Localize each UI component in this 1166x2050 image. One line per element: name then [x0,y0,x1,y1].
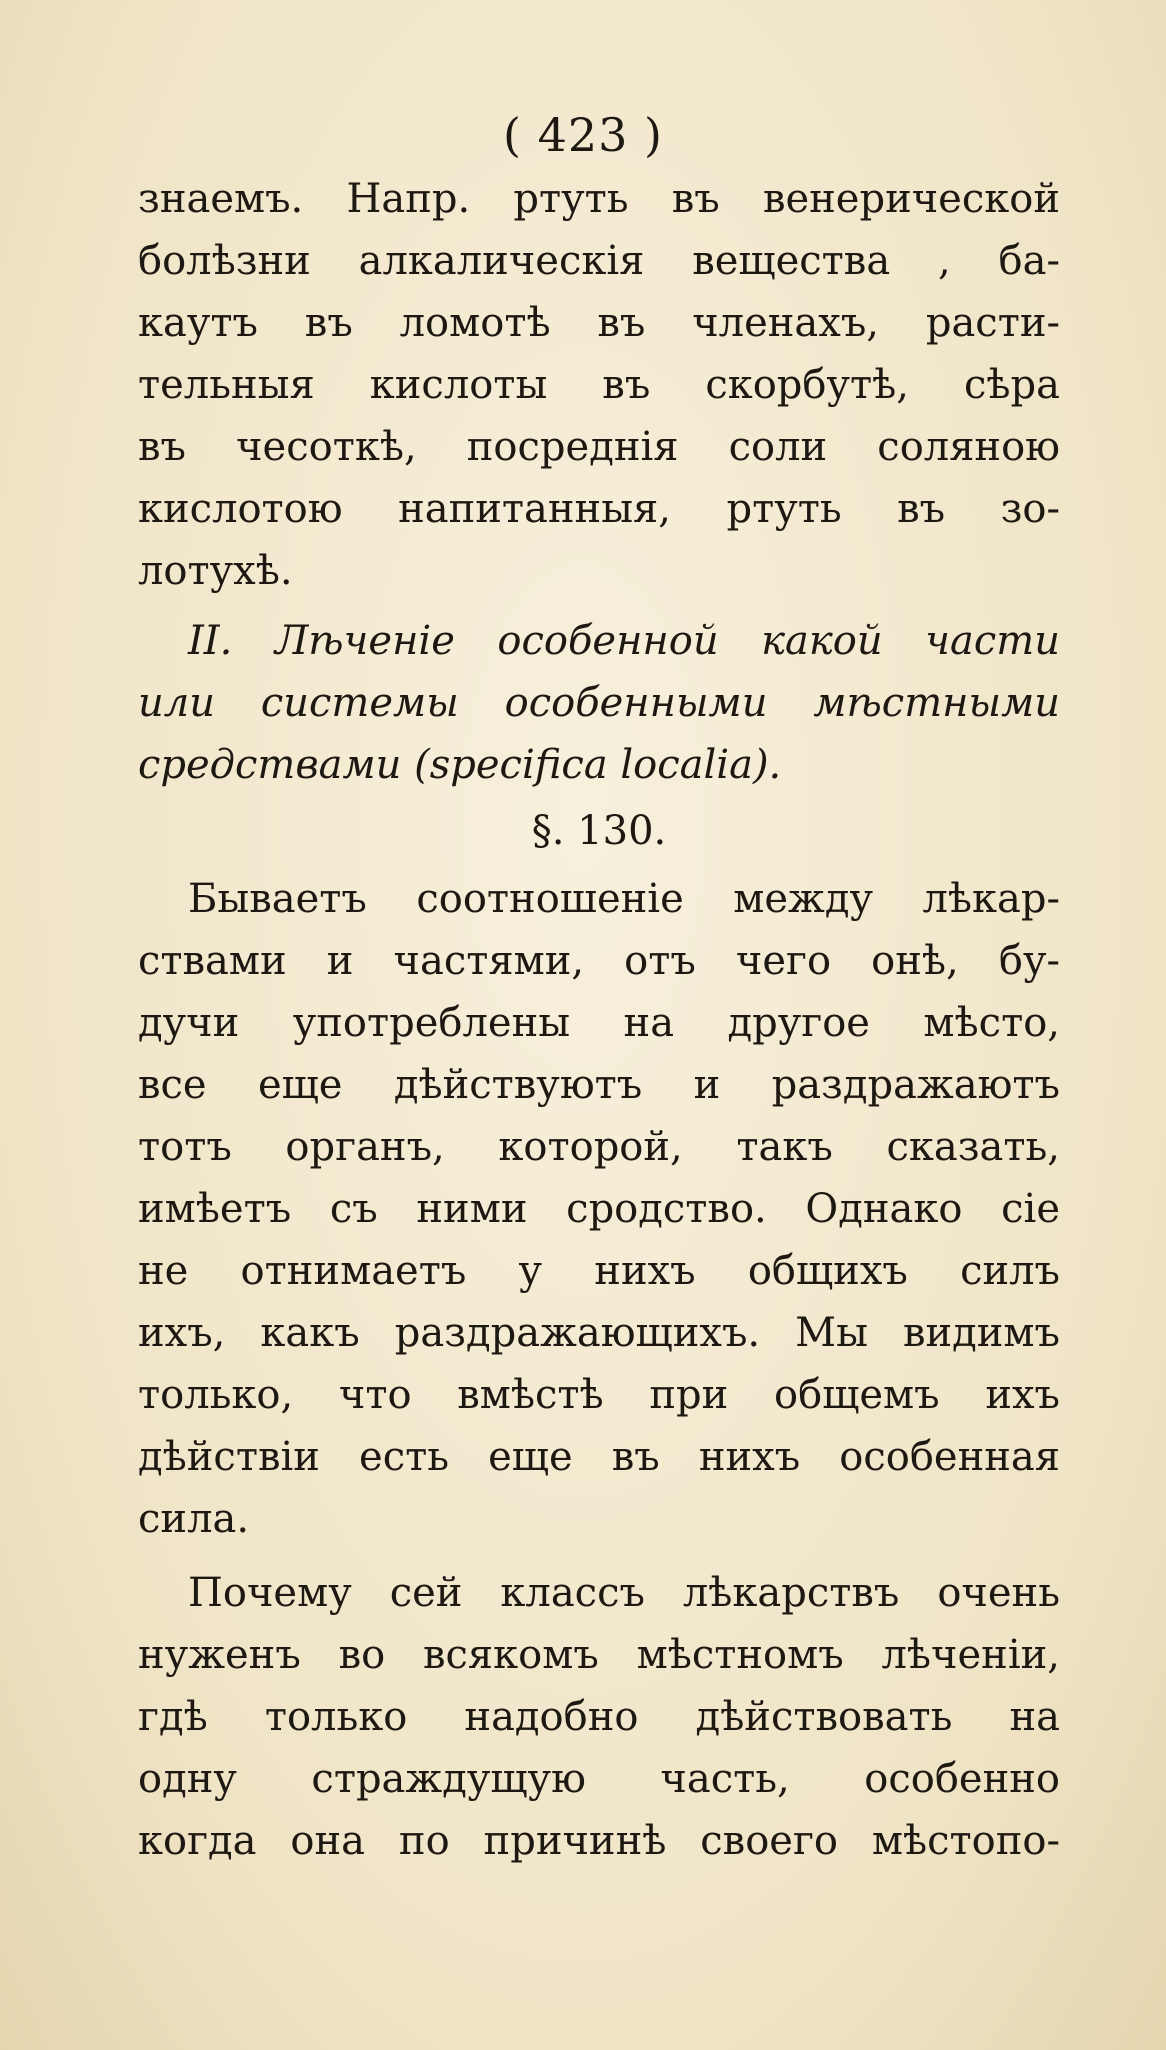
page-number: ( 423 ) [503,108,663,162]
text-line: болѣзни алкалическія вещества , ба- [138,238,1060,284]
paragraph-line: когда она по причинѣ своего мѣстопо- [138,1818,1060,1864]
paragraph-line: ихъ, какъ раздражающихъ. Мы видимъ [138,1310,1060,1356]
section-heading-line: или системы особенными мѣстными [138,680,1060,726]
paragraph-line: тотъ органъ, которой, такъ сказать, [138,1124,1060,1170]
paragraph-line: только, что вмѣстѣ при общемъ ихъ [138,1372,1060,1418]
paragraph-line: гдѣ только надобно дѣйствовать на [138,1694,1060,1740]
paragraph-line: одну страждущую часть, особенно [138,1756,1060,1802]
paragraph-line: имѣетъ съ ними сродство. Однако сіе [138,1186,1060,1232]
text-line: тельныя кислоты въ скорбутѣ, сѣра [138,362,1060,408]
paragraph-line: дучи употреблены на другое мѣсто, [138,1000,1060,1046]
section-heading-line: II. Лѣченіе особенной какой части [188,618,1060,664]
text-line: каутъ въ ломотѣ въ членахъ, расти- [138,300,1060,346]
text-line: знаемъ. Напр. ртуть въ венерической [138,176,1060,222]
section-heading-line: средствами (specifica localia). [138,742,782,788]
text-line: лотухѣ. [138,548,293,594]
paragraph-line: нуженъ во всякомъ мѣстномъ лѣченіи, [138,1632,1060,1678]
paragraph-line: все еще дѣйствуютъ и раздражаютъ [138,1062,1060,1108]
paragraph-line: ствами и частями, отъ чего онѣ, бу- [138,938,1060,984]
paragraph-line: Почему сей классъ лѣкарствъ очень [188,1570,1060,1616]
section-number: §. 130. [531,808,667,854]
text-line: кислотою напитанныя, ртуть въ зо- [138,486,1060,532]
text-line: въ чесоткѣ, посреднія соли соляною [138,424,1060,470]
paragraph-line: не отнимаетъ у нихъ общихъ силъ [138,1248,1060,1294]
paragraph-line: сила. [138,1496,250,1542]
paragraph-line: дѣйствіи есть еще въ нихъ особенная [138,1434,1060,1480]
paragraph-line: Бываетъ соотношеніе между лѣкар- [188,876,1060,922]
